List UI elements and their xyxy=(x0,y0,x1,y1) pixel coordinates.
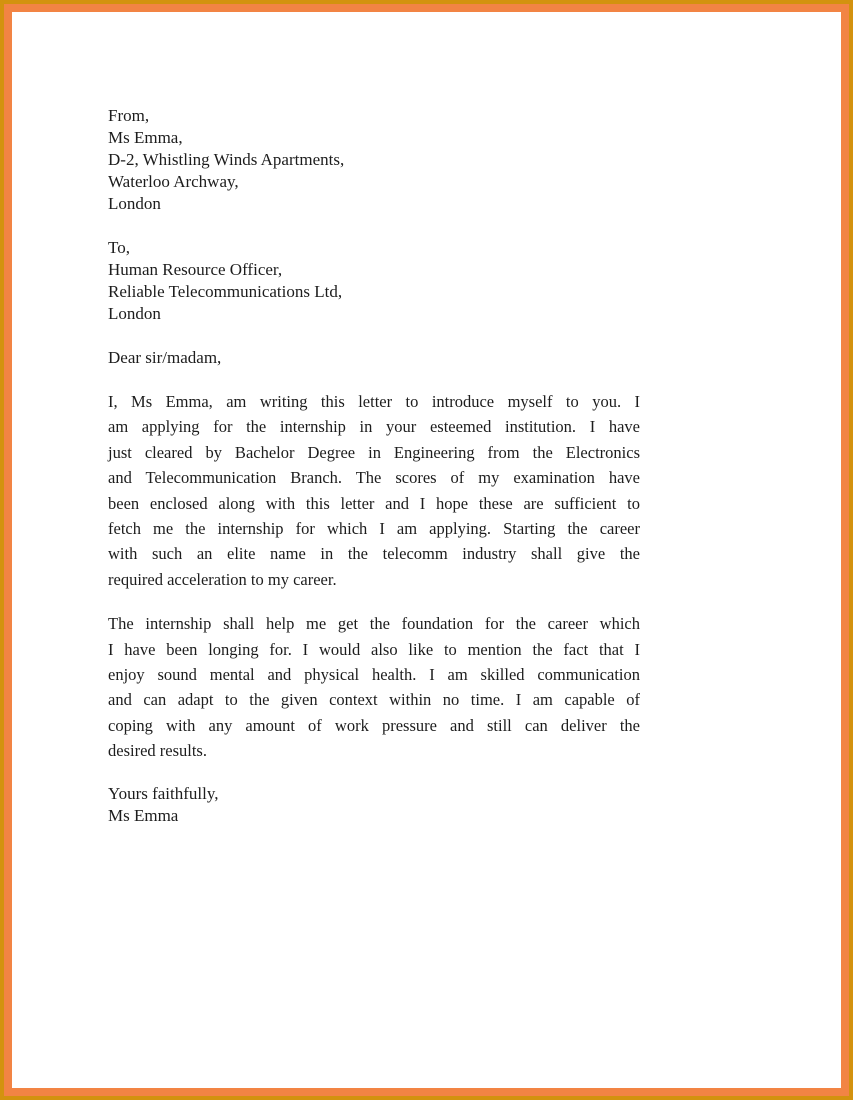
paragraph-line: just cleared by Bachelor Degree in Engineering from the Electronics xyxy=(108,442,640,462)
paragraph-line: I, Ms Emma, am writing this letter to introduce myself to you. I xyxy=(108,392,640,411)
body-paragraph-2 xyxy=(108,611,640,763)
closing-block xyxy=(108,783,640,827)
paragraph-line: desired results. xyxy=(108,741,207,761)
paragraph-line: been enclosed along with this letter and I hope these are sufficient to xyxy=(108,493,640,513)
letter-page-inner-border xyxy=(4,4,849,1096)
sender-address-block xyxy=(108,105,640,215)
paragraph-line: The internship shall help me get the foundation for the career which xyxy=(108,614,640,634)
paragraph-line: and can adapt to the given context within no time. I am capable of xyxy=(108,690,640,710)
letter-content xyxy=(12,12,640,827)
salutation: Dear sir/madam, xyxy=(108,348,222,367)
paragraph-line: enjoy sound mental and physical health. I am skilled communication xyxy=(108,665,640,685)
sender-address-line: Ms Emma, xyxy=(108,128,183,147)
recipient-address-block xyxy=(108,237,640,325)
sender-address-line: Waterloo Archway, xyxy=(108,172,239,191)
recipient-address-line: London xyxy=(108,304,161,323)
paragraph-line: am applying for the internship in your esteemed institution. I have xyxy=(108,417,640,437)
paragraph-line: with such an elite name in the telecomm industry shall give the xyxy=(108,544,640,564)
sender-address-line: London xyxy=(108,194,161,213)
paragraph-line: fetch me the internship for which I am applying. Starting the career xyxy=(108,519,640,539)
sender-address-line: From, xyxy=(108,106,150,125)
paragraph-line: I have been longing for. I would also like to mention the fact that I xyxy=(108,639,640,659)
recipient-address-line: To, xyxy=(108,238,130,257)
closing-line: Yours faithfully, xyxy=(108,783,219,803)
sender-address-line: D-2, Whistling Winds Apartments, xyxy=(108,150,345,169)
recipient-address-line: Human Resource Officer, xyxy=(108,260,283,279)
body-paragraph-1 xyxy=(108,389,640,592)
closing-line: Ms Emma xyxy=(108,805,179,825)
paragraph-line: required acceleration to my career. xyxy=(108,569,337,589)
recipient-address-line: Reliable Telecommunications Ltd, xyxy=(108,282,343,301)
paragraph-line: and Telecommunication Branch. The scores of my examination have xyxy=(108,468,640,488)
paragraph-line: coping with any amount of work pressure and still can deliver the xyxy=(108,715,640,735)
